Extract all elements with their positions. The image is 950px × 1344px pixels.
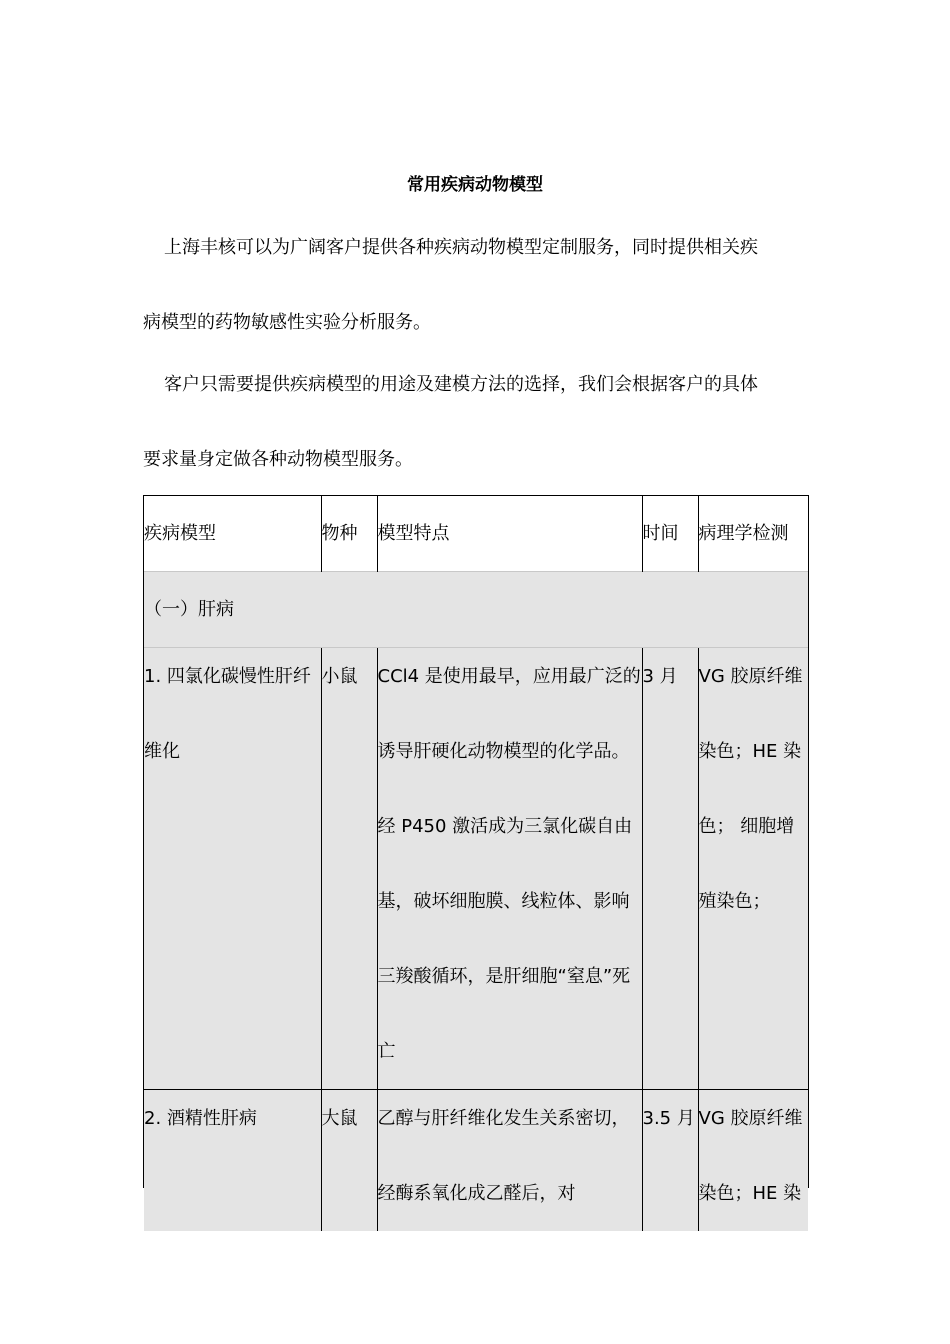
cell-pathology: VG 胶原纤维染色；HE 染色； 细胞增殖染色； [698,666,803,912]
cell-model: 2. 酒精性肝病 [144,1108,257,1129]
disease-model-table [143,495,809,1204]
section-label: （一）肝病 [144,572,808,648]
cell-time: 3.5 月 [642,1108,695,1129]
header-time: 时间 [642,496,698,572]
intro-paragraph-2-line-2: 要求量身定做各种动物模型服务。 [143,449,413,470]
header-species: 物种 [321,496,377,572]
cell-species: 大鼠 [321,1108,358,1129]
section-row-liver-disease [144,572,808,648]
header-disease-model: 疾病模型 [144,496,321,572]
cell-pathology: VG 胶原纤维染色；HE 染 [698,1108,803,1204]
intro-paragraph-2-line-1: 客户只需要提供疾病模型的用途及建模方法的选择，我们会根据客户的具体 [164,374,758,395]
table-row [144,1090,808,1232]
table-header-row [144,496,808,572]
document-title: 常用疾病动物模型 [407,175,543,195]
intro-paragraph-1-line-1: 上海丰核可以为广阔客户提供各种疾病动物模型定制服务，同时提供相关疾 [164,237,758,258]
header-pathology: 病理学检测 [698,496,808,572]
cell-features: 乙醇与肝纤维化发生关系密切，经酶系氧化成乙醛后，对 [377,1108,630,1204]
table-row [144,648,808,1090]
cell-model: 1. 四氯化碳慢性肝纤维化 [144,666,311,762]
cell-features: CCl4 是使用最早，应用最广泛的诱导肝硬化动物模型的化学品。经 P450 激活成为三氯化碳自由基，破坏细胞膜、线粒体、影响三羧酸循环，是肝细胞“窒息”死亡 [377,666,641,1062]
intro-paragraph-1-line-2: 病模型的药物敏感性实验分析服务。 [143,312,431,333]
header-model-features: 模型特点 [377,496,642,572]
cell-time: 3 月 [642,666,678,687]
cell-species: 小鼠 [321,666,358,687]
